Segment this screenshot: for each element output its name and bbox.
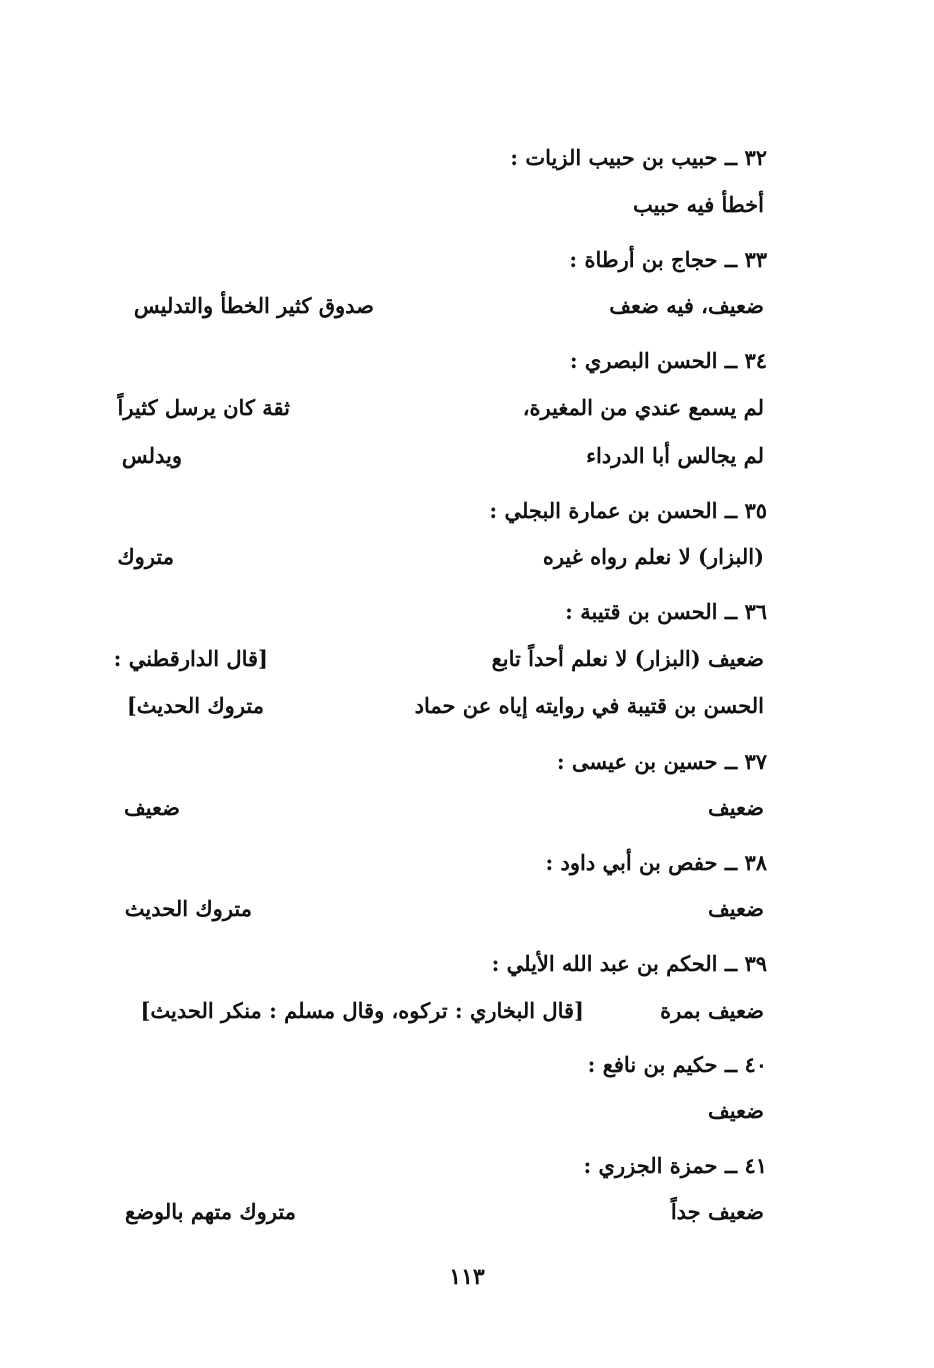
entry-main-text: (البزار) لا نعلم رواه غيره <box>542 544 764 569</box>
entry-judgement-text: متروك الحديث] <box>126 693 264 718</box>
entry-judgement-text: [قال الدارقطني : <box>113 646 268 671</box>
entry-heading: ٤١ ــ حمزة الجزري : <box>583 1153 767 1178</box>
entry-heading: ٣٩ ــ الحكم بن عبد الله الأيلي : <box>491 951 767 976</box>
entry-judgement-text: متروك <box>117 544 174 569</box>
entry-main-text: ضعيف <box>707 896 764 921</box>
entry-main-text: ضعيف، فيه ضعف <box>609 293 764 318</box>
entry-main-text: أخطأ فيه حبيب <box>633 192 764 217</box>
entry-judgement-text: متروك الحديث <box>124 896 252 921</box>
entry-judgement-text: ويدلس <box>121 443 182 468</box>
entry-heading: ٣٤ ــ الحسن البصري : <box>569 348 767 373</box>
entry-main-text: ضعيف جداً <box>670 1199 764 1224</box>
entry-main-text: ضعيف <box>707 795 764 820</box>
entry-judgement-text: صدوق كثير الخطأ والتدليس <box>133 293 374 318</box>
entry-heading: ٣٥ ــ الحسن بن عمارة البجلي : <box>489 498 767 523</box>
entry-heading: ٣٦ ــ الحسن بن قتيبة : <box>565 599 767 624</box>
entry-heading: ٣٢ ــ حبيب بن حبيب الزيات : <box>510 145 767 170</box>
entry-main-text: لم يجالس أبا الدرداء <box>586 443 764 468</box>
entry-main-text: ضعيف (البزار) لا نعلم أحداً تابع <box>491 646 764 671</box>
entry-judgement-text: [قال البخاري : تركوه، وقال مسلم : منكر الحديث] <box>140 998 584 1023</box>
entry-heading: ٣٣ ــ حجاج بن أرطاة : <box>569 247 767 272</box>
entry-main-text: ضعيف <box>707 1098 764 1123</box>
entry-heading: ٣٨ ــ حفص بن أبي داود : <box>545 850 767 875</box>
entry-judgement-text: متروك متهم بالوضع <box>125 1199 296 1224</box>
entry-main-text: الحسن بن قتيبة في روايته إياه عن حماد <box>414 693 764 718</box>
page-number: ١١٣ <box>449 1264 485 1290</box>
entry-main-text: لم يسمع عندي من المغيرة، <box>522 395 764 420</box>
entry-judgement-text: ضعيف <box>123 795 180 820</box>
entry-judgement-text: ثقة كان يرسل كثيراً <box>117 395 290 420</box>
entry-heading: ٤٠ ــ حكيم بن نافع : <box>587 1052 767 1077</box>
entry-heading: ٣٧ ــ حسين بن عيسى : <box>556 749 767 774</box>
entry-main-text: ضعيف بمرة <box>660 998 764 1023</box>
